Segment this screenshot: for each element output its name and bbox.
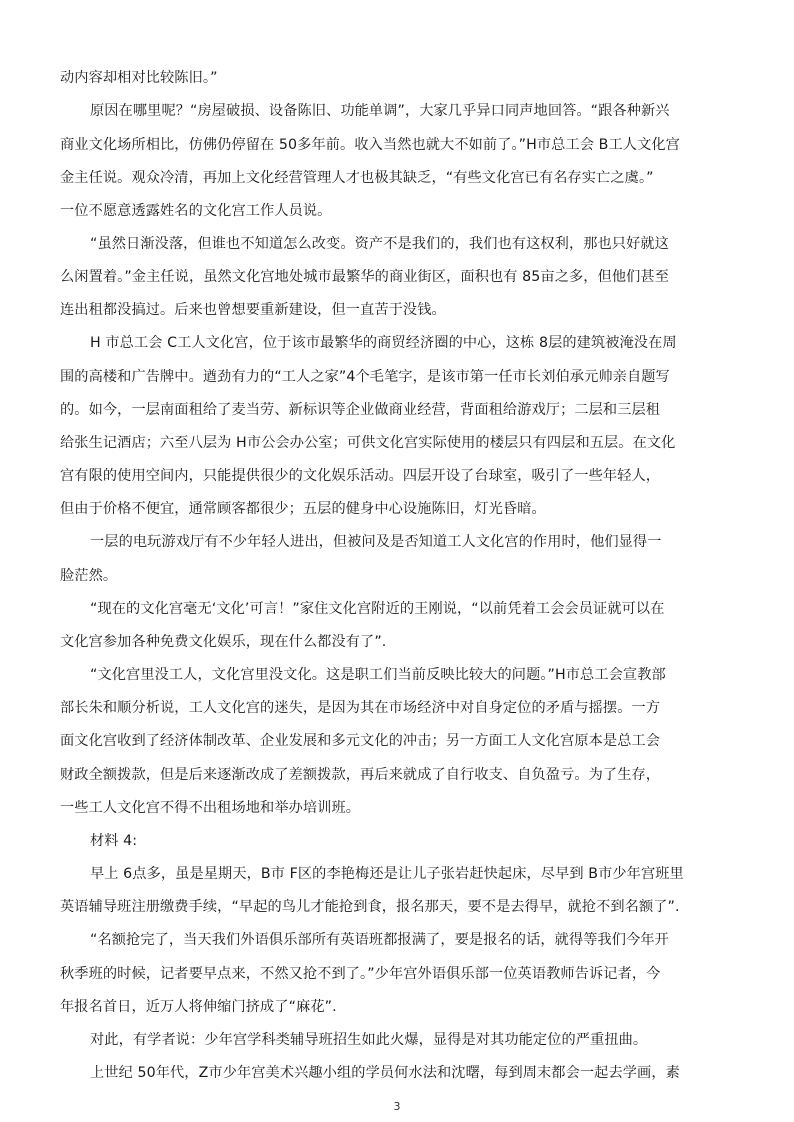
text-line: 原因在哪里呢？“房屋破损、设备陈旧、功能单调”，大家几乎异口同声地回答。“跟各种新兴 bbox=[90, 103, 670, 119]
section-heading: 材料 4: bbox=[90, 833, 138, 849]
text-line: “名额抢完了，当天我们外语俱乐部所有英语班都报满了，要是报名的话，就得等我们今年开 bbox=[90, 932, 669, 948]
text-line: 部长朱和顺分析说，工人文化宫的迷失，是因为其在市场经济中对自身定位的矛盾与摇摆。一方 bbox=[60, 700, 661, 716]
text-line: “虽然日渐没落，但谁也不知道怎么改变。资产不是我们的，我们也有这权利，那也只好就这 bbox=[90, 236, 669, 252]
text-line: 财政全额拨款，但是后来逐渐改成了差额拨款，再后来就成了自行收支、自负盈亏。为了生存， bbox=[60, 767, 661, 783]
text-line: 动内容却相对比较陈旧。” bbox=[60, 70, 218, 86]
text-line: 一些工人文化宫不得不出租场地和举办培训班。 bbox=[60, 800, 361, 816]
text-line: 么闲置着。”金主任说，虽然文化宫地处城市最繁华的商业街区，面积也有 85亩之多，但他们甚至 bbox=[60, 269, 670, 285]
text-line: 给张生记酒店；六至八层为 H市公会办公室；可供文化宫实际使用的楼层只有四层和五层。在文化 bbox=[60, 435, 676, 451]
text-line: 上世纪 50年代，Z市少年宫美术兴趣小组的学员何水法和沈曙，每到周末都会一起去学画，素 bbox=[90, 1065, 680, 1081]
text-line: 脸茫然。 bbox=[60, 568, 118, 584]
text-line: 宫有限的使用空间内，只能提供很少的文化娱乐活动。四层开设了台球室，吸引了一些年轻人， bbox=[60, 468, 661, 484]
text-line: 一层的电玩游戏厅有不少年轻人进出，但被问及是否知道工人文化宫的作用时，他们显得一 bbox=[90, 534, 662, 550]
text-line: 一位不愿意透露姓名的文化宫工作人员说。 bbox=[60, 203, 332, 219]
text-line: 但由于价格不便宜，通常顾客都很少；五层的健身中心设施陈旧，灯光昏暗。 bbox=[60, 501, 546, 517]
text-line: 连出租都没搞过。后来也曾想要重新建设，但一直苦于没钱。 bbox=[60, 302, 446, 318]
page-number: 3 bbox=[393, 1100, 401, 1113]
text-line: 围的高楼和广告牌中。遒劲有力的“工人之家”4个毛笔字，是该市第一任市长刘伯承元帅亲自题写 bbox=[60, 369, 670, 385]
text-line: 秋季班的时候，记者要早点来，不然又抢不到了。”少年宫外语俱乐部一位英语教师告诉记者，今 bbox=[60, 966, 661, 982]
text-line: 金主任说。观众冷清，再加上文化经营管理人才也极其缺乏，“有些文化宫已有名存实亡之虞。” bbox=[60, 170, 654, 186]
text-line: 早上 6点多，虽是星期天，B市 F区的李艳梅还是让儿子张岩赶快起床，尽早到 B市少年宫班里 bbox=[90, 866, 684, 882]
text-line: 面文化宫收到了经济体制改革、企业发展和多元文化的冲击；另一方面工人文化宫原本是总工会 bbox=[60, 733, 661, 749]
text-line: 对此，有学者说：少年宫学科类辅导班招生如此火爆，显得是对其功能定位的严重扭曲。 bbox=[90, 1032, 648, 1048]
text-line: 的。如今，一层南面租给了麦当劳、新标识等企业做商业经营，背面租给游戏厅；二层和三层租 bbox=[60, 402, 661, 418]
text-line: “文化宫里没工人，文化宫里没文化。这是职工们当前反映比较大的问题。”H市总工会宣教部 bbox=[90, 667, 666, 683]
text-line: 文化宫参加各种免费文化娱乐，现在什么都没有了”. bbox=[60, 634, 387, 650]
text-line: H 市总工会 C工人文化宫，位于该市最繁华的商贸经济圈的中心，这栋 8层的建筑被淹没在周 bbox=[90, 335, 677, 351]
text-line: 英语辅导班注册缴费手续，“早起的鸟儿才能抢到食，报名那天，要不是去得早，就抢不到名额了”. bbox=[60, 899, 680, 915]
text-line: 商业文化场所相比，仿佛仍停留在 50多年前。收入当然也就大不如前了。”H市总工会 B工人文化宫 bbox=[60, 137, 680, 153]
text-line: “现在的文化宫毫无‘文化’可言！”家住文化宫附近的王刚说，“以前凭着工会会员证就可以在 bbox=[90, 601, 665, 617]
text-line: 年报名首日，近万人将伸缩门挤成了“麻花”. bbox=[60, 999, 337, 1015]
